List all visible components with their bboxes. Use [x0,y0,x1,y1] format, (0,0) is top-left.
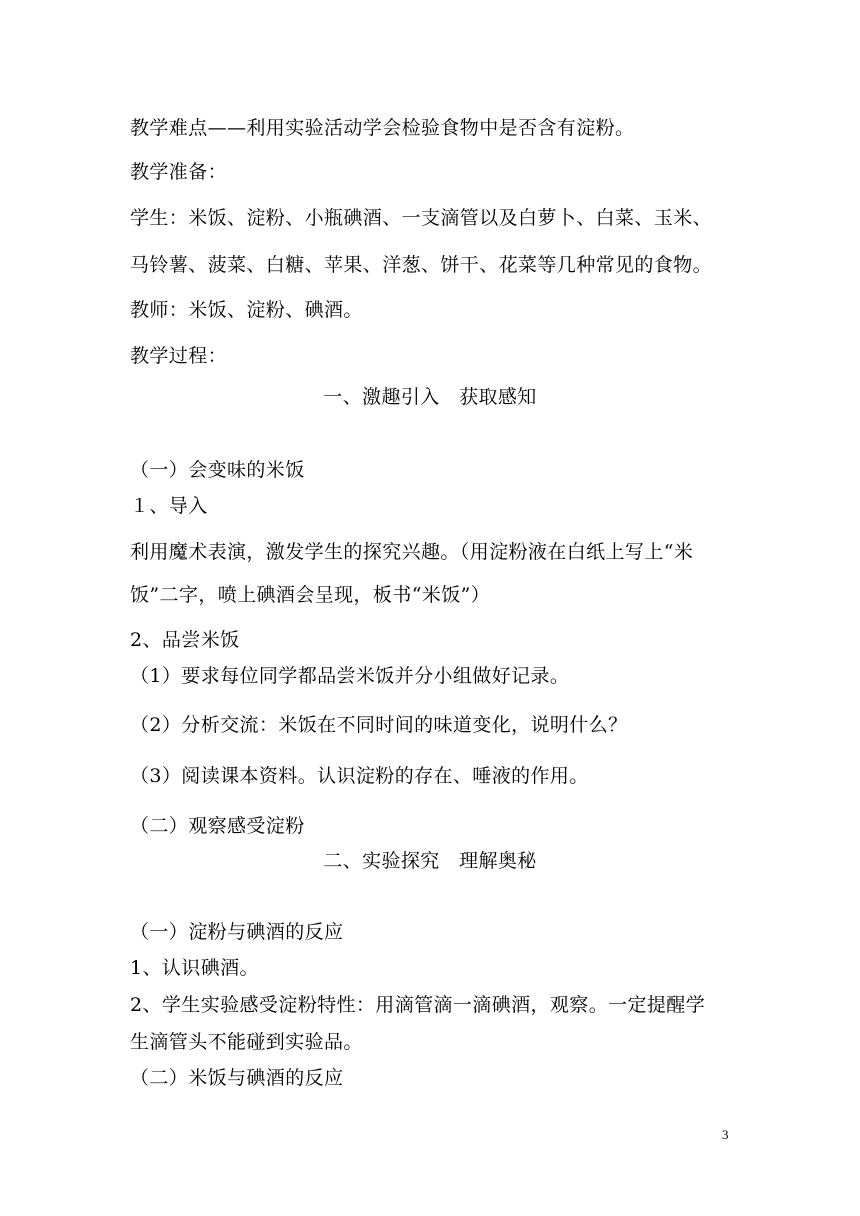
text-line: 饭”二字，喷上碘酒会呈现，板书“米饭”） [130,584,491,606]
text-line: 马铃薯、菠菜、白糖、苹果、洋葱、饼干、花菜等几种常见的食物。 [130,254,713,276]
text-line: １、导入 [130,495,208,517]
text-line: 教学准备： [130,161,228,183]
subheading: （一）淀粉与碘酒的反应 [130,921,344,943]
text-line: 学生：米饭、淀粉、小瓶碘酒、一支滴管以及白萝卜、白菜、玉米、 [130,207,713,229]
text-line: 教师：米饭、淀粉、碘酒。 [130,299,363,321]
section-heading: 一、激趣引入 获取感知 [323,386,537,408]
text-line: 2、品尝米饭 [130,629,240,651]
text-line: 教学过程： [130,345,228,367]
text-line: （2）分析交流：米饭在不同时间的味道变化，说明什么？ [130,714,628,736]
subheading: （一）会变味的米饭 [130,459,305,481]
text-line: 生滴管头不能碰到实验品。 [130,1031,363,1053]
text-line: 1、认识碘酒。 [130,957,259,979]
section-heading: 二、实验探究 理解奥秘 [323,850,537,872]
subheading: （二）观察感受淀粉 [130,815,305,837]
text-line: （1）要求每位同学都品尝米饭并分小组做好记录。 [130,665,570,687]
text-line: 利用魔术表演，激发学生的探究兴趣。（用淀粉液在白纸上写上“米 [130,541,694,563]
text-line: 2、学生实验感受淀粉特性：用滴管滴一滴碘酒，观察。一定提醒学 [130,994,706,1016]
text-line: 教学难点——利用实验活动学会检验食物中是否含有淀粉。 [130,117,635,139]
page-number: 3 [722,1127,729,1142]
text-line: （3）阅读课本资料。认识淀粉的存在、唾液的作用。 [130,765,589,787]
subheading: （二）米饭与碘酒的反应 [130,1067,344,1089]
